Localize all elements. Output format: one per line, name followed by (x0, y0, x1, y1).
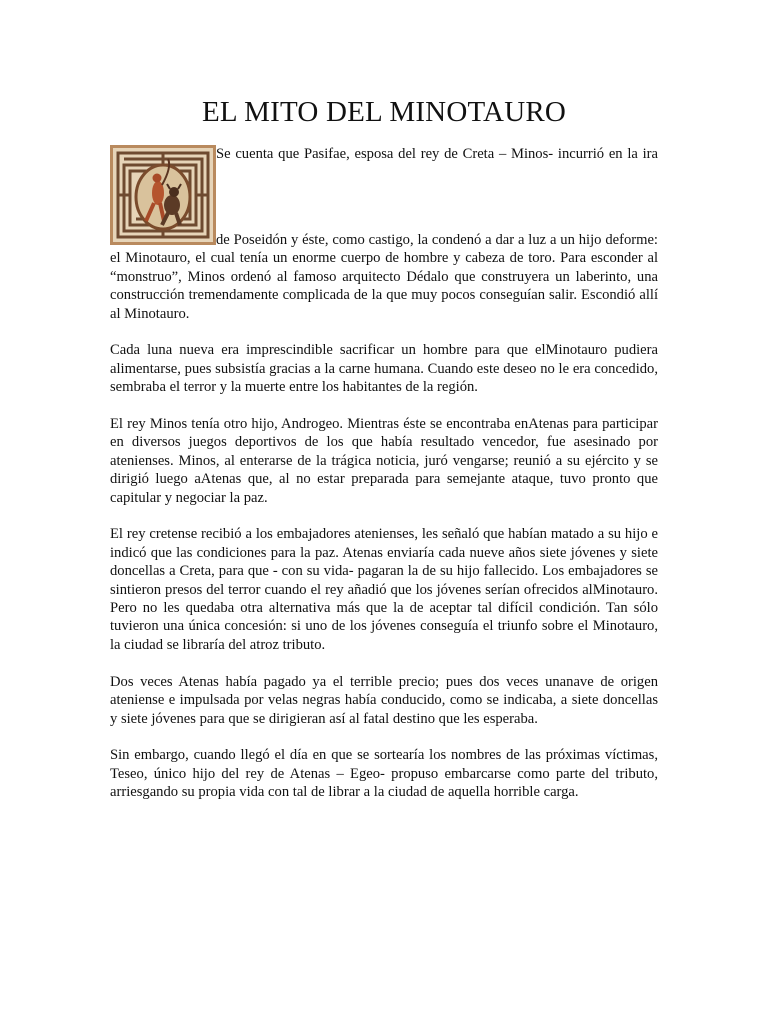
paragraph-6: Sin embargo, cuando llegó el día en que se sortearía los nombres de las próximas víctimas, Teseo, único hijo del rey de Atenas – Egeo- propuso embarcarse como parte del tributo, arriesgando su propia vida con tal de librar a la ciudad de aquella horrible carga. (110, 747, 658, 801)
paragraph-4: El rey cretense recibió a los embajadores atenienses, les señaló que habían matado a su hijo e indicó que las condiciones para la paz. Atenas enviaría cada nueve años siete jóvenes y siete doncellas a Creta, para que - con su vida- pagaran la de su hijo fallecido. Los embajadores se sintieron presos del terror cuando el rey añadió que los jóvenes serían ofrecidos alMinotauro. Pero no les quedaba otra alternativa más que la de aceptar tal difícil condición. Tan sólo tuvieron una única concesión: si uno de los jóvenes conseguía el triunfo sobre el Minotauro, la ciudad se libraría del atroz tributo. (110, 526, 658, 653)
paragraph-1 (110, 145, 658, 323)
document-body (110, 145, 658, 820)
paragraph-1-text: Se cuenta que Pasifae, esposa del rey de Creta – Minos- incurrió en la ira de Poseidón y éste, como castigo, la condenó a dar a luz a un hijo deforme: el Minotauro, el cual tenía un enorme cuerpo de hombre y cabeza de toro. Para esconder al “monstruo”, Minos ordenó al famoso arquitecto Dédalo que construyera un laberinto, una construcción tremendamente complicada de la que muy pocos conseguían salir. Escondió allí al Minotauro. (110, 146, 658, 322)
paragraph-3: El rey Minos tenía otro hijo, Androgeo. Mientras éste se encontraba enAtenas para participar en diversos juegos deportivos de los que había resultado vencedor, fue asesinado por atenienses. Minos, al enterarse de la trágica noticia, juró vengarse; reunió a su ejército y se dirigió luego aAtenas que, al no estar preparada para semejante ataque, tuvo pronto que capitular y negociar la paz. (110, 416, 658, 506)
paragraph-2: Cada luna nueva era imprescindible sacrificar un hombre para que elMinotauro pudiera alimentarse, pues subsistía gracias a la carne humana. Cuando este deseo no le era concedido, sembraba el terror y la muerte entre los habitantes de la región. (110, 342, 658, 396)
paragraph-5: Dos veces Atenas había pagado ya el terrible precio; pues dos veces unanave de origen ateniense e impulsada por velas negras había conducido, como se indicaba, a siete doncellas y siete jóvenes para que se dirigieran así al fatal destino que les esperaba. (110, 673, 658, 727)
page-title: EL MITO DEL MINOTAURO (201, 96, 567, 128)
